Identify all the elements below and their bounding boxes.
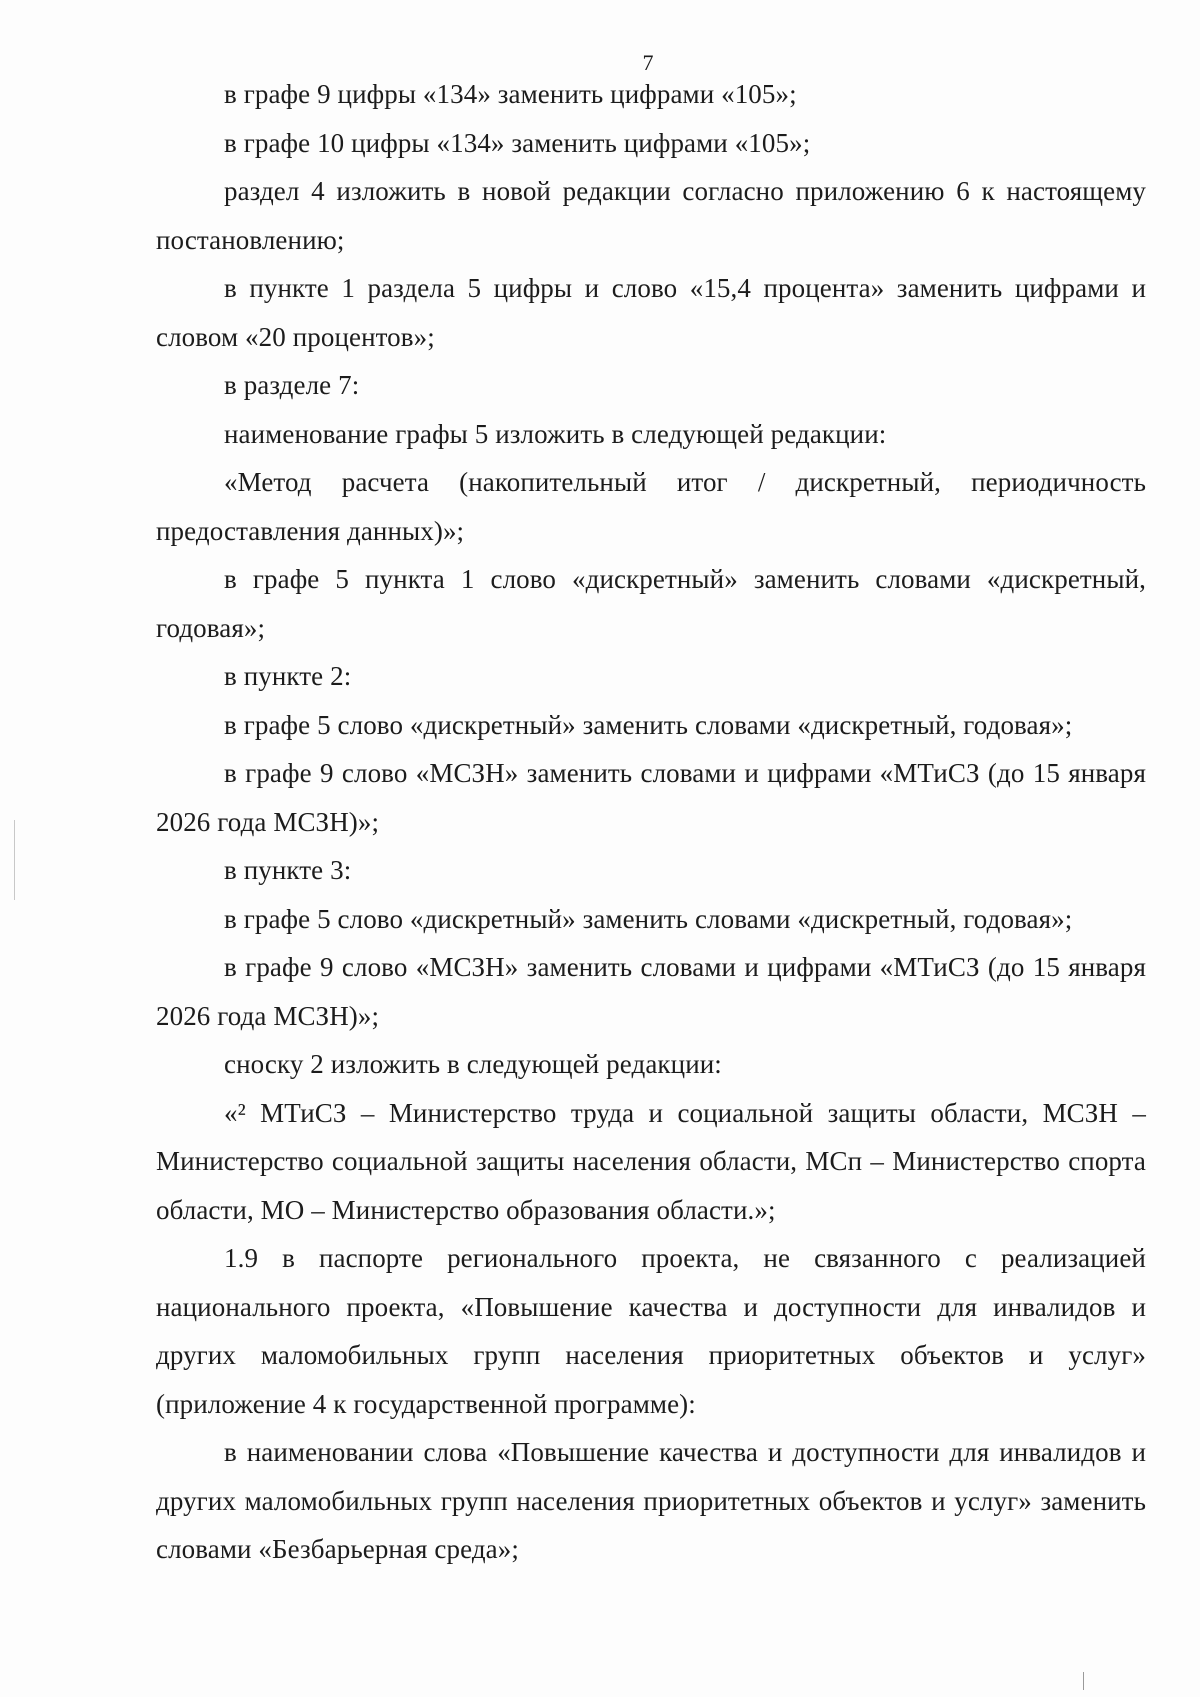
scan-artifact-left [14, 820, 15, 900]
page-number: 7 [642, 50, 654, 75]
paragraph: сноску 2 изложить в следующей редакции: [224, 1049, 722, 1079]
paragraph: в графе 5 слово «дискретный» заменить словами «дискретный, годовая»; [224, 903, 1073, 934]
paragraph: в графе 9 слово «МСЗН» заменить словами и цифрами «МТиСЗ (до 15 января 2026 года МСЗН)»; [156, 952, 1146, 1031]
paragraph: наименование графы 5 изложить в следующей редакции: [224, 418, 887, 449]
paragraph: раздел 4 изложить в новой редакции согласно приложению 6 к настоящему постановлению; [156, 176, 1146, 255]
paragraph: в разделе 7: [224, 370, 360, 400]
paragraph: в пункте 2: [224, 661, 352, 691]
paragraph: в графе 9 цифры «134» заменить цифрами «105»; [224, 79, 797, 109]
paragraph: 1.9 в паспорте регионального проекта, не связанного с реализацией национального проекта, «Повышение качества и доступности для инвалидов и других маломобильных групп населения приоритетных объектов и услуг» (приложение 4 к государственной программе): [156, 1243, 1146, 1419]
paragraph: в наименовании слова «Повышение качества и доступности для инвалидов и других маломобильных групп населения приоритетных объектов и услуг» заменить словами «Безбарьерная среда»; [156, 1437, 1146, 1564]
document-body [156, 70, 1146, 1574]
paragraph: в графе 9 слово «МСЗН» заменить словами и цифрами «МТиСЗ (до 15 января 2026 года МСЗН)»; [156, 758, 1146, 837]
paragraph: в пункте 3: [224, 855, 352, 885]
paragraph: в графе 5 пункта 1 слово «дискретный» заменить словами «дискретный, годовая»; [156, 564, 1146, 643]
paragraph: в графе 10 цифры «134» заменить цифрами «105»; [224, 127, 811, 158]
paragraph: в пункте 1 раздела 5 цифры и слово «15,4 процента» заменить цифрами и словом «20 процентов»; [156, 273, 1146, 352]
paragraph: «Метод расчета (накопительный итог / дискретный, периодичность предоставления данных)»; [156, 467, 1146, 546]
footnote-paragraph: «² МТиСЗ – Министерство труда и социальной защиты области, МСЗН – Министерство социальной защиты населения области, МСп – Министерство спорта области, МО – Министерство образования области.»; [156, 1097, 1146, 1225]
paragraph: в графе 5 слово «дискретный» заменить словами «дискретный, годовая»; [224, 709, 1073, 740]
scan-artifact-bottom-right [1083, 1672, 1084, 1690]
